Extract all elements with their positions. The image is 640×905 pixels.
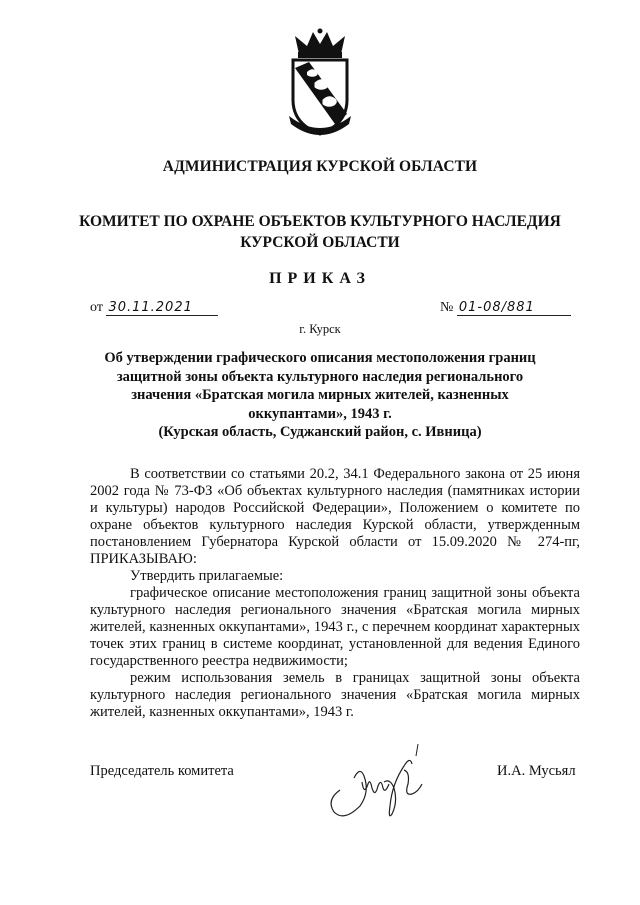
order-body (90, 466, 580, 721)
body-paragraph-graphic-description: графическое описание местоположения границ защитной зоны объекта культурного наследия регионального значения «Братская могила мирных жителей, казненных оккупантами», 1943 г., с перечнем координат характерных точек этих границ в системе координат, установленной для ведения Единого государственного реестра недвижимости; (90, 585, 580, 669)
order-subject (95, 349, 545, 442)
subject-line: оккупантами», 1943 г. (248, 405, 392, 422)
body-paragraph-legal-basis: В соответствии со статьями 20.2, 34.1 Федерального закона от 25 июня 2002 года № 73-ФЗ «Об объектах культурного наследия (памятниках истории и культуры) народов Российской Федерации», Положением о комитете по охране объектов культурного наследия Курской области, утвержденным постановлением Губернатора Курской области от 15.09.2020 № 274-пг, ПРИКАЗЫВАЮ: (90, 466, 580, 567)
order-title: ПРИКАЗ (269, 270, 371, 287)
number-value: 01-08/881 (457, 300, 571, 316)
kursk-coat-of-arms-icon (279, 28, 361, 138)
committee-title (0, 211, 640, 253)
body-paragraph-land-use-regime: режим использования земель в границах защитной зоны объекта культурного наследия регионального значения «Братская могила мирных жителей, казненных оккупантами», 1943 г. (90, 670, 580, 720)
date-prefix: от (90, 300, 103, 315)
handwritten-signature-icon (318, 738, 448, 828)
subject-line: (Курская область, Суджанский район, с. Ивница) (158, 424, 482, 440)
city: г. Курск (299, 322, 341, 336)
number-prefix: № (440, 300, 454, 315)
order-date (90, 300, 218, 316)
subject-line: Об утверждении графического описания местоположения границ (104, 350, 536, 366)
subject-line: значения «Братская могила мирных жителей, казненных (131, 387, 509, 403)
order-number (440, 300, 571, 316)
committee-title-line1: КОМИТЕТ ПО ОХРАНЕ ОБЪЕКТОВ КУЛЬТУРНОГО НАСЛЕДИЯ (79, 213, 561, 230)
body-paragraph-approve: Утвердить прилагаемые: (130, 568, 284, 584)
administration-title: АДМИНИСТРАЦИЯ КУРСКОЙ ОБЛАСТИ (162, 158, 478, 175)
committee-title-line2: КУРСКОЙ ОБЛАСТИ (240, 234, 400, 251)
date-value: 30.11.2021 (106, 300, 218, 316)
signatory-position: Председатель комитета (90, 763, 234, 779)
signatory-name: И.А. Мусьял (497, 763, 576, 779)
subject-line: защитной зоны объекта культурного наследия регионального (116, 368, 524, 385)
